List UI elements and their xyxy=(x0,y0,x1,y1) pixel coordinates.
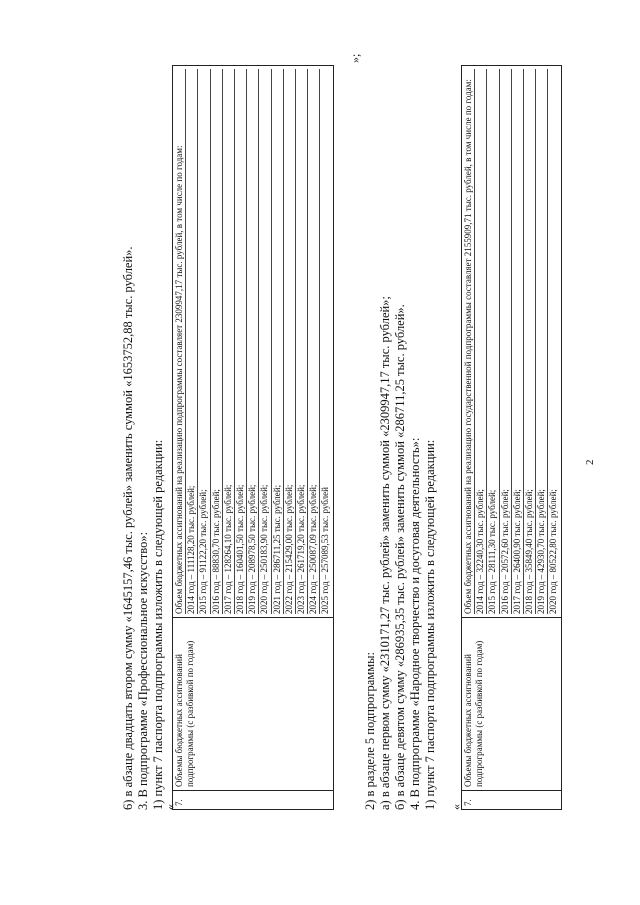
section-heading-4: 4. В подпрограмме «Народное творчество и досуговая деятельность»: xyxy=(408,437,422,810)
close-quote: »; xyxy=(348,53,362,63)
table1-row: 2021 год – 286711,25 тыс. рублей; xyxy=(272,69,284,614)
open-quote-2: « xyxy=(449,804,463,810)
table1-row: 2016 год – 88830,70 тыс. рублей; xyxy=(211,69,223,614)
table1-row: 2020 год – 250183,90 тыс. рублей; xyxy=(259,69,271,614)
table2-row: 2020 год – 80522,80 тыс. рублей; xyxy=(548,489,559,614)
passport-table-1 xyxy=(172,65,334,810)
table1-row: 2015 год – 91122,20 тыс. рублей; xyxy=(198,69,210,614)
item-line-4-1: 1) пункт 7 паспорта подпрограммы изложить в следующей редакции: xyxy=(423,439,437,810)
table1-row: 2024 год – 250087,09 тыс. рублей; xyxy=(308,69,320,614)
table1-label: Объемы бюджетных ассигнований подпрограммы (с разбивкой по годам) xyxy=(173,618,334,791)
table2-label: Объемы бюджетных ассигнований подпрограммы (с разбивкой по годам) xyxy=(462,618,562,791)
table1-num: 7. xyxy=(173,791,334,810)
table2-row: 2016 год – 20572,60 тыс. рублей; xyxy=(500,69,512,614)
table2-row: 2019 год – 42930,70 тыс. рублей; xyxy=(536,69,548,614)
table1-row: 2018 год – 160401,50 тыс. рублей; xyxy=(235,69,247,614)
section-heading-3: 3. В подпрограмме «Профессиональное искусство»: xyxy=(136,531,150,810)
table1-row: 2019 год – 208978,50 тыс. рублей; xyxy=(247,69,259,614)
table1-row: 2023 год – 261719,20 тыс. рублей; xyxy=(296,69,308,614)
page-number: 2 xyxy=(584,459,596,465)
table2-row: 2014 год – 32240,30 тыс. рублей; xyxy=(475,69,487,614)
table2-row: 2017 год – 26400,90 тыс. рублей; xyxy=(512,69,524,614)
table1-row: 2017 год – 128264,10 тыс. рублей; xyxy=(223,69,235,614)
amendment-line-6: 6) в абзаце двадцать втором сумму «1645157,46 тыс. рублей» заменить суммой «1653752,88 тыс. рублей». xyxy=(121,246,135,810)
table1-row: 2022 год – 215429,00 тыс. рублей; xyxy=(284,69,296,614)
table2-row: 2018 год – 35849,40 тыс. рублей; xyxy=(524,69,536,614)
table1-intro: Объем бюджетных ассигнований на реализацию подпрограммы составляет 2309947,17 тыс. рублей, в том числе по годам: xyxy=(174,69,186,614)
table1-row: 2025 год – 257089,53 тыс. рублей xyxy=(320,487,331,614)
open-quote: « xyxy=(163,804,177,810)
table1-row: 2014 год – 111128,20 тыс. рублей; xyxy=(186,69,198,614)
table2-num: 7. xyxy=(462,791,562,810)
table1-values xyxy=(173,66,334,618)
table2-values xyxy=(462,66,562,618)
item-line-2: 2) в разделе 5 подпрограммы: xyxy=(363,651,377,810)
table2-row: 2015 год – 28111,30 тыс. рублей; xyxy=(487,69,499,614)
item-line-1: 1) пункт 7 паспорта подпрограммы изложить в следующей редакции: xyxy=(151,439,165,810)
item-line-2a: а) в абзаце первом сумму «2310171,27 тыс. рублей» заменить суммой «2309947,17 тыс. рублей»; xyxy=(378,296,392,810)
passport-table-2 xyxy=(461,65,562,810)
item-line-2b: б) в абзаце девятом сумму «286935,35 тыс. рублей» заменить суммой «286711,25 тыс. рублей». xyxy=(393,304,407,810)
table2-intro: Объем бюджетных ассигнований на реализацию государственной подпрограммы составляет 2155909,71 тыс. рублей, в том числе по годам: xyxy=(463,69,475,614)
